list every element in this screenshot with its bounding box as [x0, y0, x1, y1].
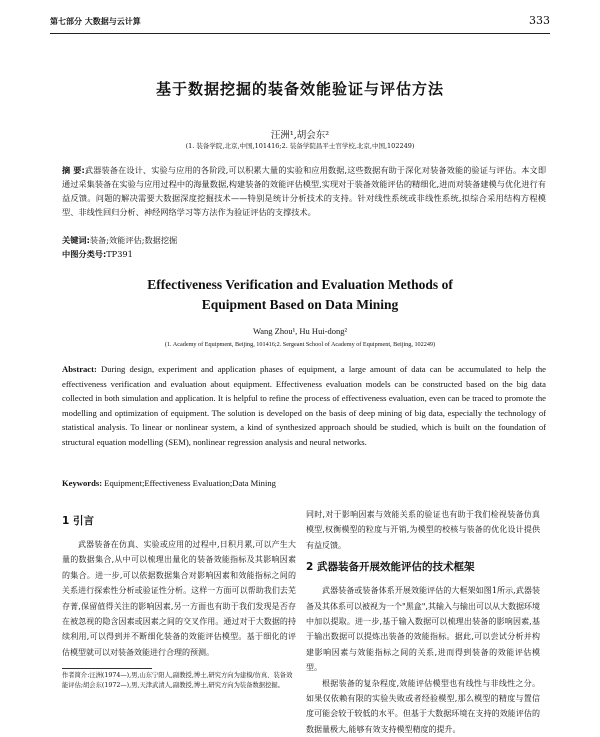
body-left-column [62, 507, 296, 660]
english-abstract-text: During design, experiment and application phases of equipment, a large amount of data can be accumulated to help the effectiveness verification and evaluation about equipment. Effectiveness evaluation models can be constructed based on the big data collected in both simulation and application. It is helpful to refine the process of effectiveness evaluation, even can be traced to promote the modelling and optimization of equipment. The solution is developed on the basis of deep mining of big data, especially the technology of statistical analysis. To linear or nonlinear system, a kind of synthesized approach should be studied, which is built on the foundation of structural equation modelling (SEM), nonlinear regression analysis and neural networks. [62, 364, 546, 447]
chinese-authors: 汪洲¹,胡会东² [270, 130, 330, 141]
chinese-keywords-label: 关键词: [62, 235, 90, 245]
chinese-classification [62, 249, 133, 260]
body-right-column [306, 507, 540, 737]
page-number: 333 [529, 14, 550, 27]
english-authors: Wang Zhou¹, Hu Hui-dong² [252, 326, 348, 336]
english-keywords-label: Keywords: [62, 478, 103, 488]
english-title-line2: Equipment Based on Data Mining [201, 297, 399, 312]
chinese-abstract [62, 163, 546, 219]
section-1-paragraph: 武器装备在仿真、实验或应用的过程中,日积月累,可以产生大量的数据集合,从中可以梳理出量化的装备效能指标及其影响因素的集合。进一步,可以依据数据集合对影响因素和效能指标之间的关系进行探索性分析或验证性分析。这样一方面可以帮助我们去芜存菁,保留值得关注的影响因素,另一方面也有助于我们发现是否存在被忽视的隐含因素或因素之间的交叉作用。通过对于大数据的持续利用,可以得到并不断细化装备的效能评估模型。基于细化的评估模型就可以对装备效能进行合理的预测。 [62, 540, 296, 657]
english-abstract-label: Abstract: [62, 364, 97, 374]
chinese-keywords-text: 装备;效能评估;数据挖掘 [89, 235, 178, 245]
english-title [0, 275, 600, 315]
running-header [50, 14, 550, 34]
section-2-paragraph-2: 根据装备的复杂程度,效能评估模型也有线性与非线性之分。如果仅依赖有限的实验失败或者经验模型,那么模型的精度与置信度可能会较于较低的水平。但基于大数据环境在支持的效能评估的数据量极大,能够有效支持模型精度的提升。 [306, 678, 540, 734]
classification-label: 中图分类号: [62, 249, 107, 259]
english-keywords-text: Equipment;Effectiveness Evaluation;Data Mining [104, 478, 276, 488]
section-2-heading: 2 武器装备开展效能评估的技术框架 [306, 561, 475, 574]
section-2-paragraph-1: 武器装备或装备体系开展效能评估的大框架如图1所示,武器装备及其体系可以被视为一个"黑盒",其输入与输出可以从大数据环境中加以提取。进一步,基于输入数据可以梳理出装备的影响因素,基于输出数据可以提炼出装备的效能指标。据此,可以尝试分析并构建影响因素与效能指标之间的关系,进而得到装备的效能评估模型。 [306, 586, 540, 673]
classification-code: TP391 [106, 249, 133, 259]
chinese-keywords [62, 235, 177, 246]
author-footnote: 作者简介:汪洲(1974—),男,山东宁阳人,副教授,博士,研究方向为建模/仿真、装备效能评估;胡会东(1972—),男,天津武清人,副教授,博士,研究方向为装备数据挖掘。 [62, 672, 293, 689]
running-header-section: 第七部分 大数据与云计算 [50, 17, 141, 26]
footnote-rule [62, 668, 152, 669]
chinese-abstract-text: 武器装备在设计、实验与应用的各阶段,可以积累大量的实验和应用数据,这些数据有助于深化对装备效能的验证与评估。本文即通过采集装备在实验与应用过程中的海量数据,构建装备的效能评估模型,实现对于装备效能评估的精细化,进而对装备建模与优化进行有益反馈。问题的解决需要大数据深度挖掘技术——特别是统计分析技术的支持。针对线性系统或非线性系统,拟综合采用结构方程模型、非线性回归分析、神经网络学习等方法作为验证评估的支撑技术。 [62, 165, 547, 217]
english-abstract [62, 362, 546, 449]
english-affiliation: (1. Academy of Equipment, Beijing, 101416;2. Sergeant School of Academy of Equipment, Beijing, 102249) [164, 341, 436, 348]
chinese-affiliation: (1. 装备学院,北京,中国,101416;2. 装备学院昌平士官学校,北京,中国,102249) [185, 142, 415, 150]
chinese-title: 基于数据挖掘的装备效能验证与评估方法 [155, 80, 444, 98]
english-keywords [62, 478, 276, 488]
english-title-line1: Effectiveness Verification and Evaluation Methods of [147, 277, 453, 292]
right-continuation-paragraph: 同时,对于影响因素与效能关系的验证也有助于我们检视装备仿真模型,权衡模型的粒度与开销,为模型的校核与装备的优化设计提供有益反馈。 [306, 510, 540, 550]
chinese-abstract-label: 摘 要: [62, 165, 85, 175]
section-1-heading: 1 引言 [62, 515, 94, 527]
header-rule [50, 33, 550, 34]
